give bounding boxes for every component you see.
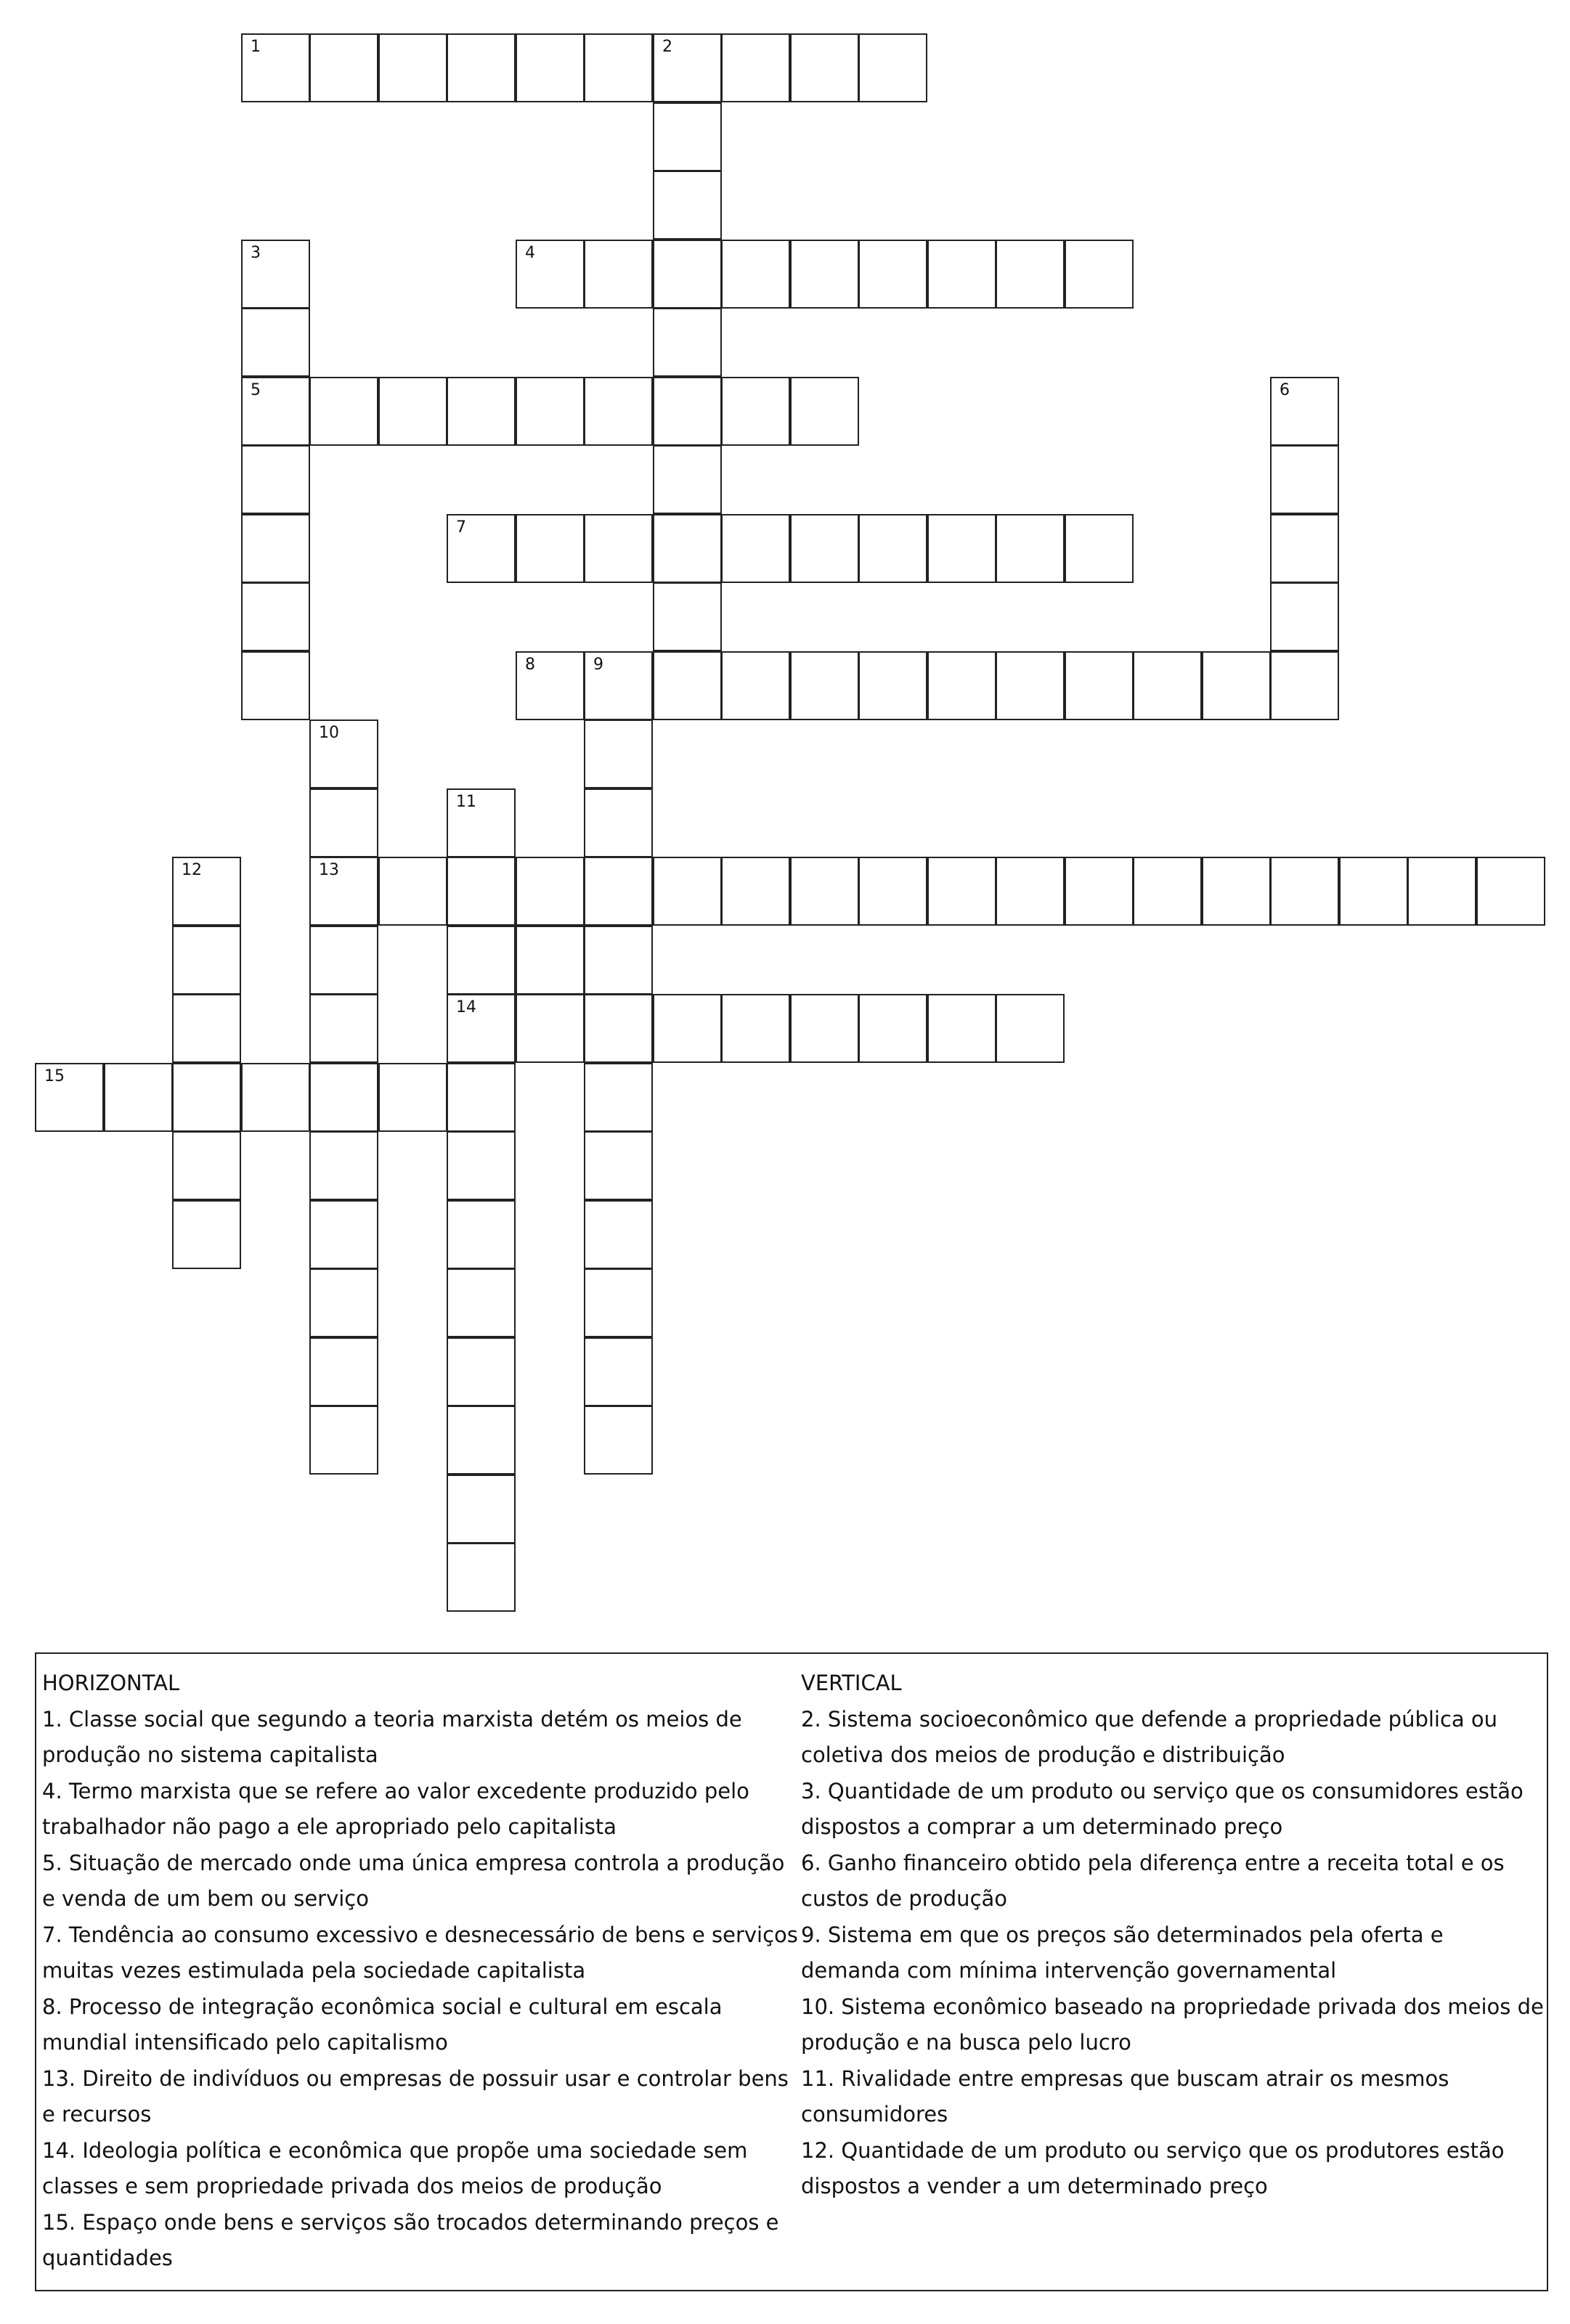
- horizontal-clue-8: 8. Processo de integração econômica social e cultural em escala mundial intensificado pelo capitalismo: [42, 1994, 723, 2055]
- horizontal-clue-1: 1. Classe social que segundo a teoria marxista detém os meios de produção no sistema capitalista: [42, 1706, 742, 1767]
- grid-cell[interactable]: [996, 651, 1065, 720]
- vertical-clue-6: 6. Ganho financeiro obtido pela diferença entre a receita total e os custos de produção: [801, 1850, 1505, 1911]
- horizontal-clue-4: 4. Termo marxista que se refere ao valor excedente produzido pelo trabalhador não pago a ele apropriado pelo capitalista: [42, 1778, 749, 1839]
- grid-cell[interactable]: [309, 1268, 378, 1337]
- clue-number: 15: [44, 1067, 65, 1085]
- vertical-clue-3: 3. Quantidade de um produto ou serviço que os consumidores estão dispostos a comprar a um determinado preço: [801, 1778, 1524, 1839]
- grid-cell[interactable]: [858, 994, 927, 1063]
- grid-cell[interactable]: [447, 1406, 516, 1475]
- grid-cell[interactable]: [1133, 857, 1202, 926]
- grid-cell[interactable]: [927, 651, 996, 720]
- grid-cell[interactable]: [516, 857, 585, 926]
- grid-cell-3[interactable]: [241, 240, 310, 309]
- horizontal-clues: [42, 1665, 801, 2277]
- grid-cell[interactable]: [104, 1063, 173, 1132]
- grid-cell[interactable]: [584, 377, 653, 446]
- grid-cell[interactable]: [447, 1475, 516, 1544]
- grid-cell[interactable]: [516, 33, 585, 102]
- horizontal-clue-15: 15. Espaço onde bens e serviços são trocados determinando preços e quantidades: [42, 2209, 779, 2270]
- grid-cell[interactable]: [653, 308, 722, 377]
- grid-cell[interactable]: [653, 445, 722, 514]
- grid-cell-2[interactable]: [653, 33, 722, 102]
- grid-cell[interactable]: [1065, 651, 1134, 720]
- grid-cell[interactable]: [1270, 651, 1339, 720]
- clue-number: 8: [525, 656, 535, 674]
- grid-cell[interactable]: [447, 1543, 516, 1612]
- grid-cell[interactable]: [653, 377, 722, 446]
- clue-number: 13: [319, 861, 339, 879]
- vertical-clue-10: 10. Sistema econômico baseado na propriedade privada dos meios de produção e na busca pelo lucro: [801, 1994, 1544, 2055]
- clue-number: 1: [251, 38, 261, 56]
- grid-cell[interactable]: [447, 857, 516, 926]
- grid-cell[interactable]: [309, 1131, 378, 1200]
- clue-number: 6: [1280, 381, 1290, 399]
- grid-cell[interactable]: [584, 33, 653, 102]
- grid-cell[interactable]: [1202, 651, 1271, 720]
- grid-cell[interactable]: [653, 994, 722, 1063]
- grid-cell[interactable]: [790, 240, 859, 309]
- clue-number: 12: [182, 861, 202, 879]
- clue-number: 14: [456, 998, 476, 1016]
- clue-number: 10: [319, 724, 339, 742]
- grid-cell[interactable]: [858, 33, 927, 102]
- clue-number: 4: [525, 244, 535, 262]
- grid-cell[interactable]: [584, 514, 653, 583]
- grid-cell[interactable]: [584, 1063, 653, 1132]
- grid-cell[interactable]: [721, 994, 790, 1063]
- grid-cell[interactable]: [516, 514, 585, 583]
- grid-cell[interactable]: [447, 377, 516, 446]
- vertical-clue-11: 11. Rivalidade entre empresas que buscam atrair os mesmos consumidores: [801, 2066, 1449, 2127]
- grid-cell[interactable]: [516, 377, 585, 446]
- grid-cell[interactable]: [721, 377, 790, 446]
- grid-cell[interactable]: [447, 1200, 516, 1269]
- grid-cell[interactable]: [927, 857, 996, 926]
- grid-cell[interactable]: [516, 994, 585, 1063]
- clue-number: 11: [456, 793, 476, 811]
- grid-cell[interactable]: [790, 651, 859, 720]
- grid-cell[interactable]: [241, 445, 310, 514]
- grid-cell[interactable]: [653, 582, 722, 651]
- grid-cell[interactable]: [309, 926, 378, 995]
- grid-cell[interactable]: [1065, 857, 1134, 926]
- grid-cell[interactable]: [584, 1200, 653, 1269]
- horizontal-clue-5: 5. Situação de mercado onde uma única empresa controla a produção e venda de um bem ou serviço: [42, 1850, 785, 1911]
- grid-cell[interactable]: [172, 1063, 241, 1132]
- clue-number: 5: [251, 381, 261, 399]
- grid-cell[interactable]: [584, 719, 653, 788]
- grid-cell[interactable]: [996, 857, 1065, 926]
- grid-cell[interactable]: [309, 1063, 378, 1132]
- grid-cell[interactable]: [378, 857, 447, 926]
- grid-cell[interactable]: [447, 926, 516, 995]
- grid-cell[interactable]: [1270, 514, 1339, 583]
- grid-cell-15[interactable]: [35, 1063, 104, 1132]
- clue-number: 2: [662, 38, 672, 56]
- grid-cell[interactable]: [1065, 514, 1134, 583]
- grid-cell[interactable]: [241, 308, 310, 377]
- grid-cell[interactable]: [309, 377, 378, 446]
- grid-cell[interactable]: [1270, 582, 1339, 651]
- grid-cell[interactable]: [309, 788, 378, 857]
- vertical-clue-9: 9. Sistema em que os preços são determinados pela oferta e demanda com mínima intervenção governamental: [801, 1922, 1444, 1983]
- grid-cell[interactable]: [1270, 857, 1339, 926]
- grid-cell[interactable]: [927, 994, 996, 1063]
- grid-cell[interactable]: [721, 514, 790, 583]
- grid-cell[interactable]: [378, 33, 447, 102]
- horizontal-clue-13: 13. Direito de indivíduos ou empresas de possuir usar e controlar bens e recursos: [42, 2066, 789, 2127]
- grid-cell[interactable]: [1065, 240, 1134, 309]
- grid-cell[interactable]: [584, 1268, 653, 1337]
- grid-cell[interactable]: [309, 1337, 378, 1406]
- grid-cell[interactable]: [653, 857, 722, 926]
- grid-cell[interactable]: [927, 514, 996, 583]
- grid-cell[interactable]: [584, 994, 653, 1063]
- grid-cell[interactable]: [1202, 857, 1271, 926]
- grid-cell-14[interactable]: [447, 994, 516, 1063]
- grid-cell[interactable]: [241, 651, 310, 720]
- grid-cell[interactable]: [927, 240, 996, 309]
- grid-cell[interactable]: [858, 857, 927, 926]
- grid-cell[interactable]: [653, 514, 722, 583]
- vertical-clues: [801, 1665, 1545, 2205]
- grid-cell-1[interactable]: [241, 33, 310, 102]
- grid-cell[interactable]: [516, 926, 585, 995]
- grid-cell-13[interactable]: [309, 857, 378, 926]
- grid-cell[interactable]: [447, 33, 516, 102]
- grid-cell[interactable]: [653, 651, 722, 720]
- grid-cell[interactable]: [858, 240, 927, 309]
- grid-cell[interactable]: [858, 651, 927, 720]
- grid-cell[interactable]: [309, 1200, 378, 1269]
- grid-cell[interactable]: [1407, 857, 1476, 926]
- grid-cell[interactable]: [721, 651, 790, 720]
- grid-cell[interactable]: [172, 994, 241, 1063]
- grid-cell[interactable]: [721, 857, 790, 926]
- grid-cell[interactable]: [309, 1406, 378, 1475]
- horizontal-clue-7: 7. Tendência ao consumo excessivo e desnecessário de bens e serviços muitas vezes estimulada pela sociedade capitalista: [42, 1922, 798, 1983]
- grid-cell[interactable]: [1339, 857, 1408, 926]
- grid-cell[interactable]: [447, 1131, 516, 1200]
- grid-cell[interactable]: [996, 994, 1065, 1063]
- clue-number: 9: [593, 656, 603, 674]
- grid-cell[interactable]: [1476, 857, 1545, 926]
- grid-cell[interactable]: [309, 994, 378, 1063]
- grid-cell[interactable]: [584, 1406, 653, 1475]
- grid-cell-5[interactable]: [241, 377, 310, 446]
- vertical-clue-12: 12. Quantidade de um produto ou serviço que os produtores estão dispostos a vender a um determinado preço: [801, 2137, 1505, 2198]
- grid-cell[interactable]: [790, 857, 859, 926]
- grid-cell[interactable]: [790, 33, 859, 102]
- grid-cell[interactable]: [653, 171, 722, 240]
- grid-cell[interactable]: [584, 788, 653, 857]
- grid-cell[interactable]: [996, 240, 1065, 309]
- grid-cell[interactable]: [1270, 445, 1339, 514]
- grid-cell[interactable]: [584, 240, 653, 309]
- grid-cell[interactable]: [378, 377, 447, 446]
- grid-cell[interactable]: [584, 1131, 653, 1200]
- grid-cell[interactable]: [790, 514, 859, 583]
- grid-cell-7[interactable]: [447, 514, 516, 583]
- grid-cell[interactable]: [447, 1063, 516, 1132]
- grid-cell[interactable]: [241, 1063, 310, 1132]
- grid-cell[interactable]: [172, 926, 241, 995]
- grid-cell[interactable]: [584, 857, 653, 926]
- horizontal-clue-14: 14. Ideologia política e econômica que propõe uma sociedade sem classes e sem propriedade privada dos meios de produção: [42, 2137, 748, 2198]
- grid-cell-12[interactable]: [172, 857, 241, 926]
- grid-cell[interactable]: [172, 1200, 241, 1269]
- grid-cell[interactable]: [721, 240, 790, 309]
- grid-cell[interactable]: [447, 1337, 516, 1406]
- grid-cell[interactable]: [378, 1063, 447, 1132]
- grid-cell-8[interactable]: [516, 651, 585, 720]
- grid-cell[interactable]: [790, 377, 859, 446]
- grid-cell[interactable]: [584, 926, 653, 995]
- grid-cell[interactable]: [721, 33, 790, 102]
- grid-cell[interactable]: [241, 582, 310, 651]
- grid-cell[interactable]: [653, 102, 722, 171]
- grid-cell[interactable]: [996, 514, 1065, 583]
- grid-cell[interactable]: [790, 994, 859, 1063]
- clue-number: 3: [251, 244, 261, 262]
- grid-cell[interactable]: [858, 514, 927, 583]
- grid-cell-10[interactable]: [309, 719, 378, 788]
- grid-cell[interactable]: [1133, 651, 1202, 720]
- grid-cell-4[interactable]: [516, 240, 585, 309]
- vertical-clue-2: 2. Sistema socioeconômico que defende a propriedade pública ou coletiva dos meios de produção e distribuição: [801, 1706, 1498, 1767]
- grid-cell[interactable]: [309, 33, 378, 102]
- clue-number: 7: [456, 518, 466, 537]
- grid-cell[interactable]: [653, 240, 722, 309]
- grid-cell-6[interactable]: [1270, 377, 1339, 446]
- grid-cell[interactable]: [241, 514, 310, 583]
- grid-cell-9[interactable]: [584, 651, 653, 720]
- vertical-heading: VERTICAL: [801, 1671, 902, 1695]
- grid-cell-11[interactable]: [447, 788, 516, 857]
- grid-cell[interactable]: [447, 1268, 516, 1337]
- grid-cell[interactable]: [584, 1337, 653, 1406]
- horizontal-heading: HORIZONTAL: [42, 1671, 180, 1695]
- clues-box: [35, 1652, 1548, 2291]
- grid-cell[interactable]: [172, 1131, 241, 1200]
